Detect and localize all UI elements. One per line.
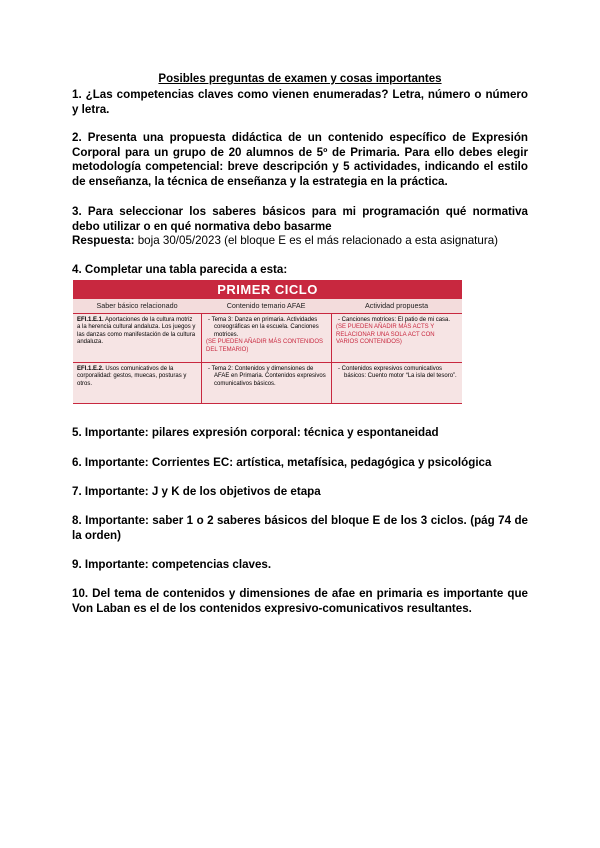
- table-title: PRIMER CICLO: [73, 280, 462, 299]
- column-header: Actividad propuesta: [364, 301, 429, 310]
- note-10: 10. Del tema de contenidos y dimensiones de afae en primaria es importante que Von Laban es el de los contenidos expresivo-comunicativos resultantes.: [72, 587, 528, 615]
- note-9: 9. Importante: competencias claves.: [72, 558, 272, 571]
- saber-text: Aportaciones de la cultura motriz a la herencia cultural andaluza. Los juegos y las danzas como manifestación de la cultura andaluza.: [77, 317, 196, 346]
- content-note: (SE PUEDEN AÑADIR MÁS CONTENIDOS DEL TEMARIO): [206, 339, 324, 353]
- table-cell: [201, 363, 331, 403]
- question-3: [72, 205, 528, 249]
- answer-label: Respuesta:: [72, 234, 135, 248]
- table-header-row: [73, 299, 462, 314]
- note-6: 6. Importante: Corrientes EC: artística, metafísica, pedagógica y psicológica: [72, 456, 492, 469]
- table-cell: [73, 314, 201, 362]
- column-header: Contenido temario AFAE: [226, 301, 306, 310]
- question-2: 2. Presenta una propuesta didáctica de un contenido específico de Expresión Corporal para un grupo de 20 alumnos de 5º de Primaria. Para ello debes elegir metodología competencial: breve descripción y 5 actividades, indicando el estilo de enseñanza, la técnica de enseñanza y la estrategia en la práctica.: [72, 131, 528, 188]
- note-8: 8. Importante: saber 1 o 2 saberes básicos del bloque E de los 3 ciclos. (pág 74 de la orden): [72, 514, 528, 542]
- table-cell: [331, 314, 462, 362]
- note-5: 5. Importante: pilares expresión corporal: técnica y espontaneidad: [72, 426, 439, 439]
- answer-text: boja 30/05/2023 (el bloque E es el más relacionado a esta asignatura): [137, 234, 499, 248]
- table-cell: [201, 314, 331, 362]
- question-3-text: 3. Para seleccionar los saberes básicos para mi programación qué normativa debo utilizar o en qué normativa debo basarme: [72, 205, 528, 233]
- content-text: - Tema 3: Danza en primaria. Actividades coreográficas en la escuela. Canciones motrices.: [208, 317, 319, 338]
- question-4: 4. Completar una tabla parecida a esta:: [72, 263, 288, 276]
- table-cell: [331, 363, 462, 403]
- example-table: [73, 280, 462, 404]
- content-text: - Tema 2: Contenidos y dimensiones de AFAE en Primaria. Contenidos expresivos comunicativos básicos.: [208, 366, 326, 387]
- activity-text: - Contenidos expresivos comunicativos básicos: Cuento motor “La isla del tesoro”.: [338, 366, 457, 380]
- question-1: 1. ¿Las competencias claves como vienen enumeradas? Letra, número o número y letra.: [72, 88, 528, 116]
- saber-code: EFI.1.E.2.: [77, 366, 104, 372]
- table-row: [73, 314, 462, 363]
- saber-text: Usos comunicativos de la corporalidad: gestos, muecas, posturas y otros.: [77, 366, 187, 387]
- column-header: Saber básico relacionado: [96, 301, 178, 310]
- note-7: 7. Importante: J y K de los objetivos de etapa: [72, 485, 321, 498]
- saber-code: EFI.1.E.1.: [77, 317, 104, 323]
- activity-note: (SE PUEDEN AÑADIR MÁS ACTS Y RELACIONAR UNA SOLA ACT CON VARIOS CONTENIDOS): [336, 324, 435, 346]
- activity-text: - Canciones motrices: El patio de mi casa.: [338, 317, 451, 323]
- table-row: [73, 363, 462, 404]
- table-cell: [73, 363, 201, 403]
- document-title: Posibles preguntas de examen y cosas importantes: [158, 73, 442, 85]
